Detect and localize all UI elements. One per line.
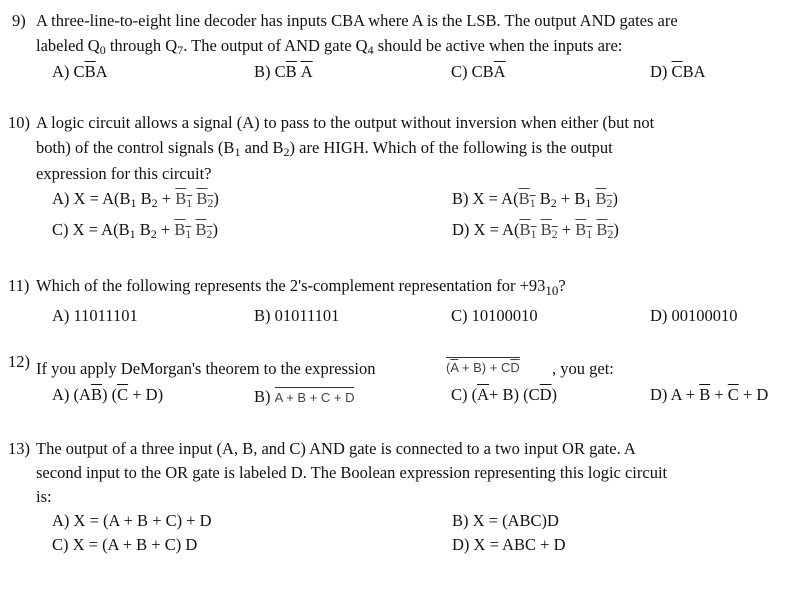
- q12-text: If you apply DeMorgan's theorem to the expression: [36, 359, 376, 378]
- q9-line-1: A three-line-to-eight line decoder has inputs CBA where A is the LSB. The output AND gates are: [36, 11, 678, 30]
- q11-text: Which of the following represents the 2's-complement representation for $+93_{10}$?: [36, 276, 566, 298]
- q11-option-b: B) 01011101: [254, 306, 340, 325]
- q10-number: 10): [8, 113, 30, 132]
- q9-option-b: B) $C\overline{B}$ $\overline{A}$: [254, 62, 313, 81]
- q11-option-d: D) 00100010: [650, 306, 738, 325]
- q13-line-3: is:: [36, 487, 52, 506]
- q9-number: 9): [12, 11, 26, 30]
- q13-line-1: The output of a three input (A, B, and C) AND gate is connected to a two input OR gate. A: [36, 439, 636, 458]
- q10-option-d: D) X = A(B1 B2 + B1 B2): [452, 220, 619, 241]
- q10-line-2: both) of the control signals (B1 and B2) are HIGH. Which of the following is the output: [36, 138, 613, 159]
- q11-number: 11): [8, 276, 30, 295]
- q13-line-2: second input to the OR gate is labeled D. The Boolean expression representing this logic circuit: [36, 463, 668, 482]
- q13-number: 13): [8, 439, 30, 458]
- q12-option-a: A) $(A\overline{B}) (\overline{C} + D)$: [52, 385, 164, 404]
- q9-option-d: D) $\overline{C}BA$: [650, 62, 706, 81]
- q12-option-d: D) $A + \overline{B} + \overline{C} + D$: [650, 385, 769, 404]
- q10-line-1: A logic circuit allows a signal (A) to pass to the output without inversion when either (but not: [36, 113, 655, 132]
- q9-option-c: C) $CB\overline{A}$: [451, 62, 506, 81]
- q10-option-b: B) X = A(B1 B2 + B1 B2): [452, 189, 618, 210]
- q13-option-c: C) X = (A + B + C) D: [52, 535, 198, 554]
- q10-option-c: C) X = A(B1 B2 + B1 B2): [52, 220, 218, 241]
- q9-line-2: labeled Q0 through Q7. The output of AND gate Q4 should be active when the inputs are:: [36, 36, 623, 57]
- q12-option-c: C) $(\overline{A}+ B)$ $(C\overline{D})$: [451, 385, 558, 404]
- q10-line-3: expression for this circuit?: [36, 164, 212, 183]
- q13-option-b: B) X = (ABC)D: [452, 511, 559, 530]
- q12-number: 12): [8, 352, 30, 371]
- q11-option-c: C) 10100010: [451, 306, 538, 325]
- q9-option-a: A) $C\overline{B}A$: [52, 62, 108, 81]
- q13-option-d: D) X = ABC + D: [452, 535, 566, 554]
- q11-option-a: A) 11011101: [52, 306, 138, 325]
- q12-text-end: , you get:: [552, 359, 614, 378]
- q13-option-a: A) X = (A + B + C) + D: [52, 511, 212, 530]
- q12-option-b: B) A + B + C + D: [254, 387, 355, 406]
- q12-expression: $(\overline{A} + B) + C\overline{D}$: [446, 357, 520, 376]
- q10-option-a: A) X = A(B1 B2 + B1 B2): [52, 189, 219, 210]
